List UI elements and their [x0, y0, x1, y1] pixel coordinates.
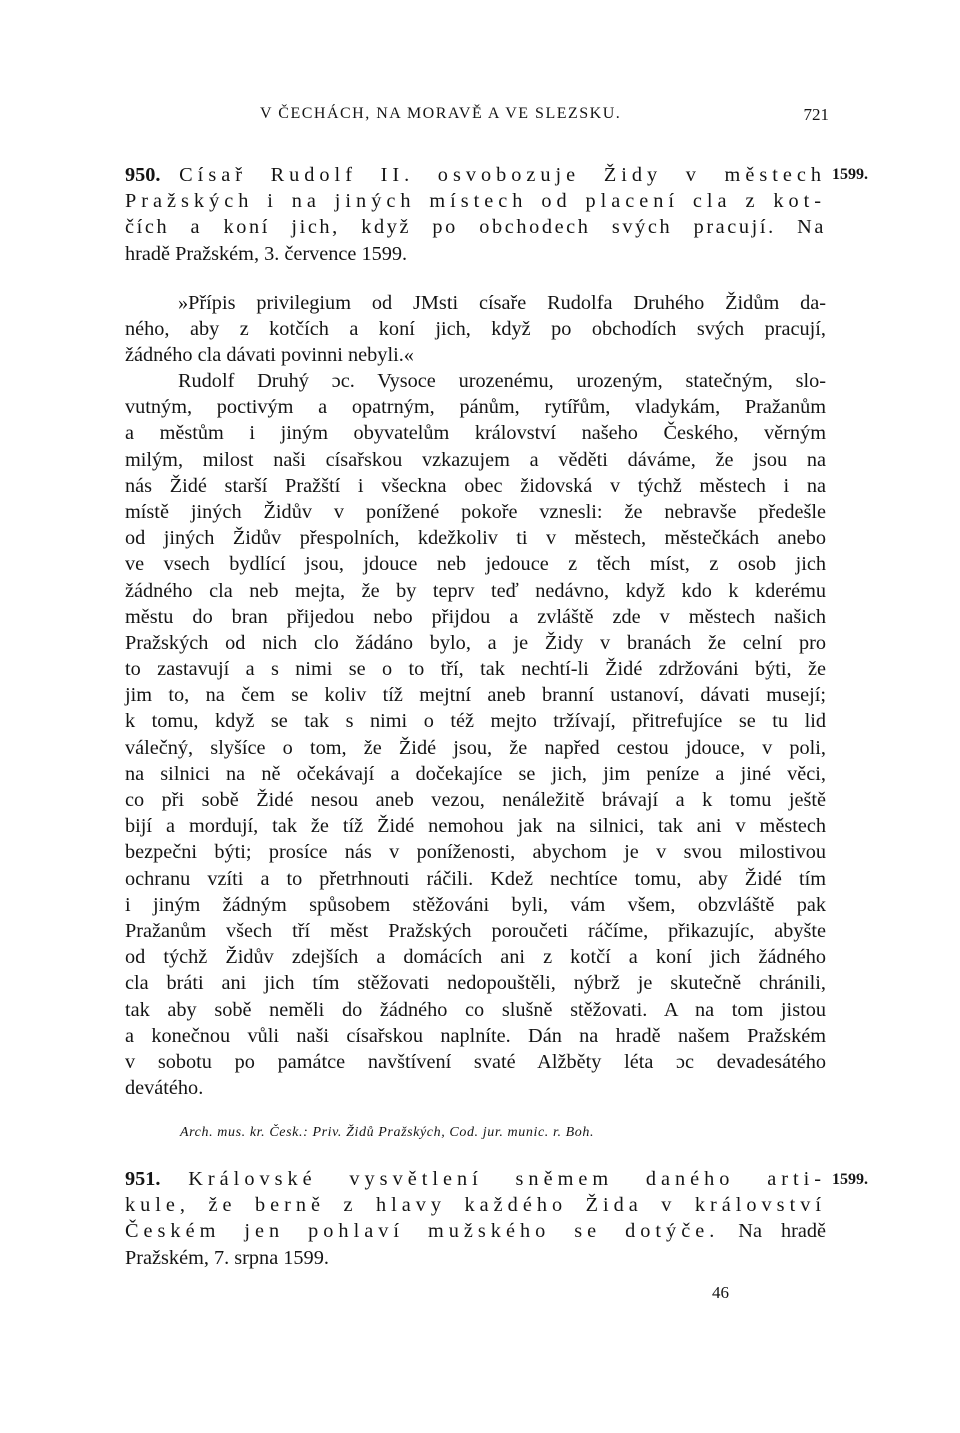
letter-line: jim to, na čem se koliv tíž mejtní aneb branní ustanoví, dávati musejí;: [125, 684, 826, 707]
page-header: [125, 105, 829, 135]
entry-950-line-4: hradě Pražském, 3. července 1599.: [125, 242, 408, 265]
letter-line: Pražanům všech tří měst Pražských poroučeti ráčíme, přikazujíc, abyšte: [125, 919, 826, 942]
letter-line: cla bráti ani jich tím stěžovati nedopouštěli, nýbrž je skutečně chránili,: [125, 972, 826, 995]
letter-line: co při sobě Židé nesou aneb vezou, nenáležitě brávají a k tomu ještě: [125, 789, 826, 811]
running-head: V ČECHÁCH, NA MORAVĚ A VE SLEZSKU.: [260, 105, 622, 122]
entry-950-line-1: 950. Císař Rudolf II. osvobozuje Židy v městech: [125, 164, 827, 186]
entry-951-line-2: kule, že berně z hlavy každého Žida v království: [125, 1194, 826, 1217]
letter-line: ve vsech bydlící jsou, jdouce neb jedouce z těch míst, z osob jich: [125, 553, 826, 576]
summary-paragraph: [125, 290, 826, 369]
entry-951-heading: [125, 1166, 826, 1271]
letter-line: k tomu, když se tak s nimi o též mejto tržívají, přitrefujíce se tu lid: [125, 710, 826, 733]
summary-line: ného, aby z kotčích a koní jich, když po obchodích svých pracují,: [125, 318, 826, 341]
letter-line: bezpečni býti; prosíce nás v poníženosti, abychom je v svou milostivou: [125, 841, 826, 864]
letter-line: žádného cla neb mejta, že by teprv teď nedávno, když kdo k kderému: [125, 579, 826, 602]
summary-line: »Přípis privilegium od JMsti císaře Rudolfa Druhého Židům da-: [178, 292, 826, 314]
entry-951-line-3: Českém jen pohlaví mužského se dotýče. Na hradě: [125, 1220, 826, 1243]
entry-951-line-4: Pražském, 7. srpna 1599.: [125, 1246, 329, 1269]
letter-line: nás Židé starší Pražští i všeckna obec židovská v týchž městech i na: [125, 474, 826, 497]
summary-line: žádného cla dávati povinni nebyli.«: [125, 344, 414, 367]
letter-line: Rudolf Druhý ɔc. Vysoce urozenému, urozeným, statečným, slo-: [178, 370, 826, 392]
letter-line: tak aby sobě neměli do žádného co slušně stěžovati. A na tom jistou: [125, 998, 826, 1021]
entry-950-heading: [125, 162, 826, 267]
letter-line: místě jiných Židův v ponížené pokoře vznesli: že nebravše předešle: [125, 500, 826, 523]
source-citation: Arch. mus. kr. Česk.: Priv. Židů Pražských, Cod. jur. munic. r. Boh.: [180, 1125, 595, 1140]
entry-951-line-1: 951. Královské vysvětlení sněmem daného arti-: [125, 1168, 826, 1190]
margin-year: 1599.: [832, 166, 868, 183]
entry-number: 951.: [125, 1168, 161, 1190]
entry-number: 950.: [125, 164, 161, 186]
letter-line: v sobotu po památce navštívení svaté Alžběty léta ɔc devadesátého: [125, 1050, 826, 1073]
letter-line: válečný, slyšíce o tom, že Židé jsou, že napřed cestou jdouce, v poli,: [125, 736, 826, 759]
entry-950-line-3: čích a koní jich, když po obchodech svých pracují. Na: [125, 216, 826, 239]
letter-line: ochranu vzíti a to přetrhnouti ráčili. Kdež nechtíce tomu, aby Židé tím: [125, 867, 826, 890]
margin-year: 1599.: [832, 1171, 868, 1188]
letter-line: a městům i jiným obyvatelům království našeho Českého, věrným: [125, 422, 826, 445]
page-number: 721: [803, 105, 829, 124]
entry-950-line-2: Pražských i na jiných místech od placení cla z kot-: [125, 190, 826, 213]
letter-line: i jiným žádným spůsobem stěžováni byli, vám všem, obzvláště pak: [125, 893, 826, 916]
letter-line: městu do bran přijedou nebo přijdou a zvláště zde v městech našich: [125, 605, 826, 628]
letter-line: od jiných Židův přespolních, kdežkoliv ti v městech, městečkách anebo: [125, 527, 826, 550]
letter-line: bijí a mordují, tak že tíž Židé nemohou jak na silnici, tak ani v městech: [125, 815, 826, 838]
letter-line: od týchž Židův zdejších a domácích ani z kotčí a koní jich žádného: [125, 946, 826, 969]
letter-line: devátého.: [125, 1077, 204, 1100]
letter-line: a konečnou vůli naši císařskou naplníte. Dán na hradě našem Pražském: [125, 1024, 826, 1047]
letter-line: milým, milost naši císařskou vzkazujem a věděti dáváme, že jsou na: [125, 448, 826, 471]
letter-paragraph: [125, 368, 826, 1101]
letter-line: Pražských od nich clo žádáno bylo, a je Židy v branách že celní pro: [125, 631, 826, 654]
letter-line: to zastavují a s nimi se o to tří, tak nechtí-li Židé zdržováni býti, že: [125, 658, 826, 681]
letter-line: vutným, poctivým a opatrným, pánům, rytířům, vladykám, Pražanům: [125, 396, 826, 419]
sheet-signature: 46: [712, 1283, 729, 1302]
letter-line: na silnici na ně očekávají a dočekajíce se jich, jim peníze a jiné věci,: [125, 762, 826, 785]
